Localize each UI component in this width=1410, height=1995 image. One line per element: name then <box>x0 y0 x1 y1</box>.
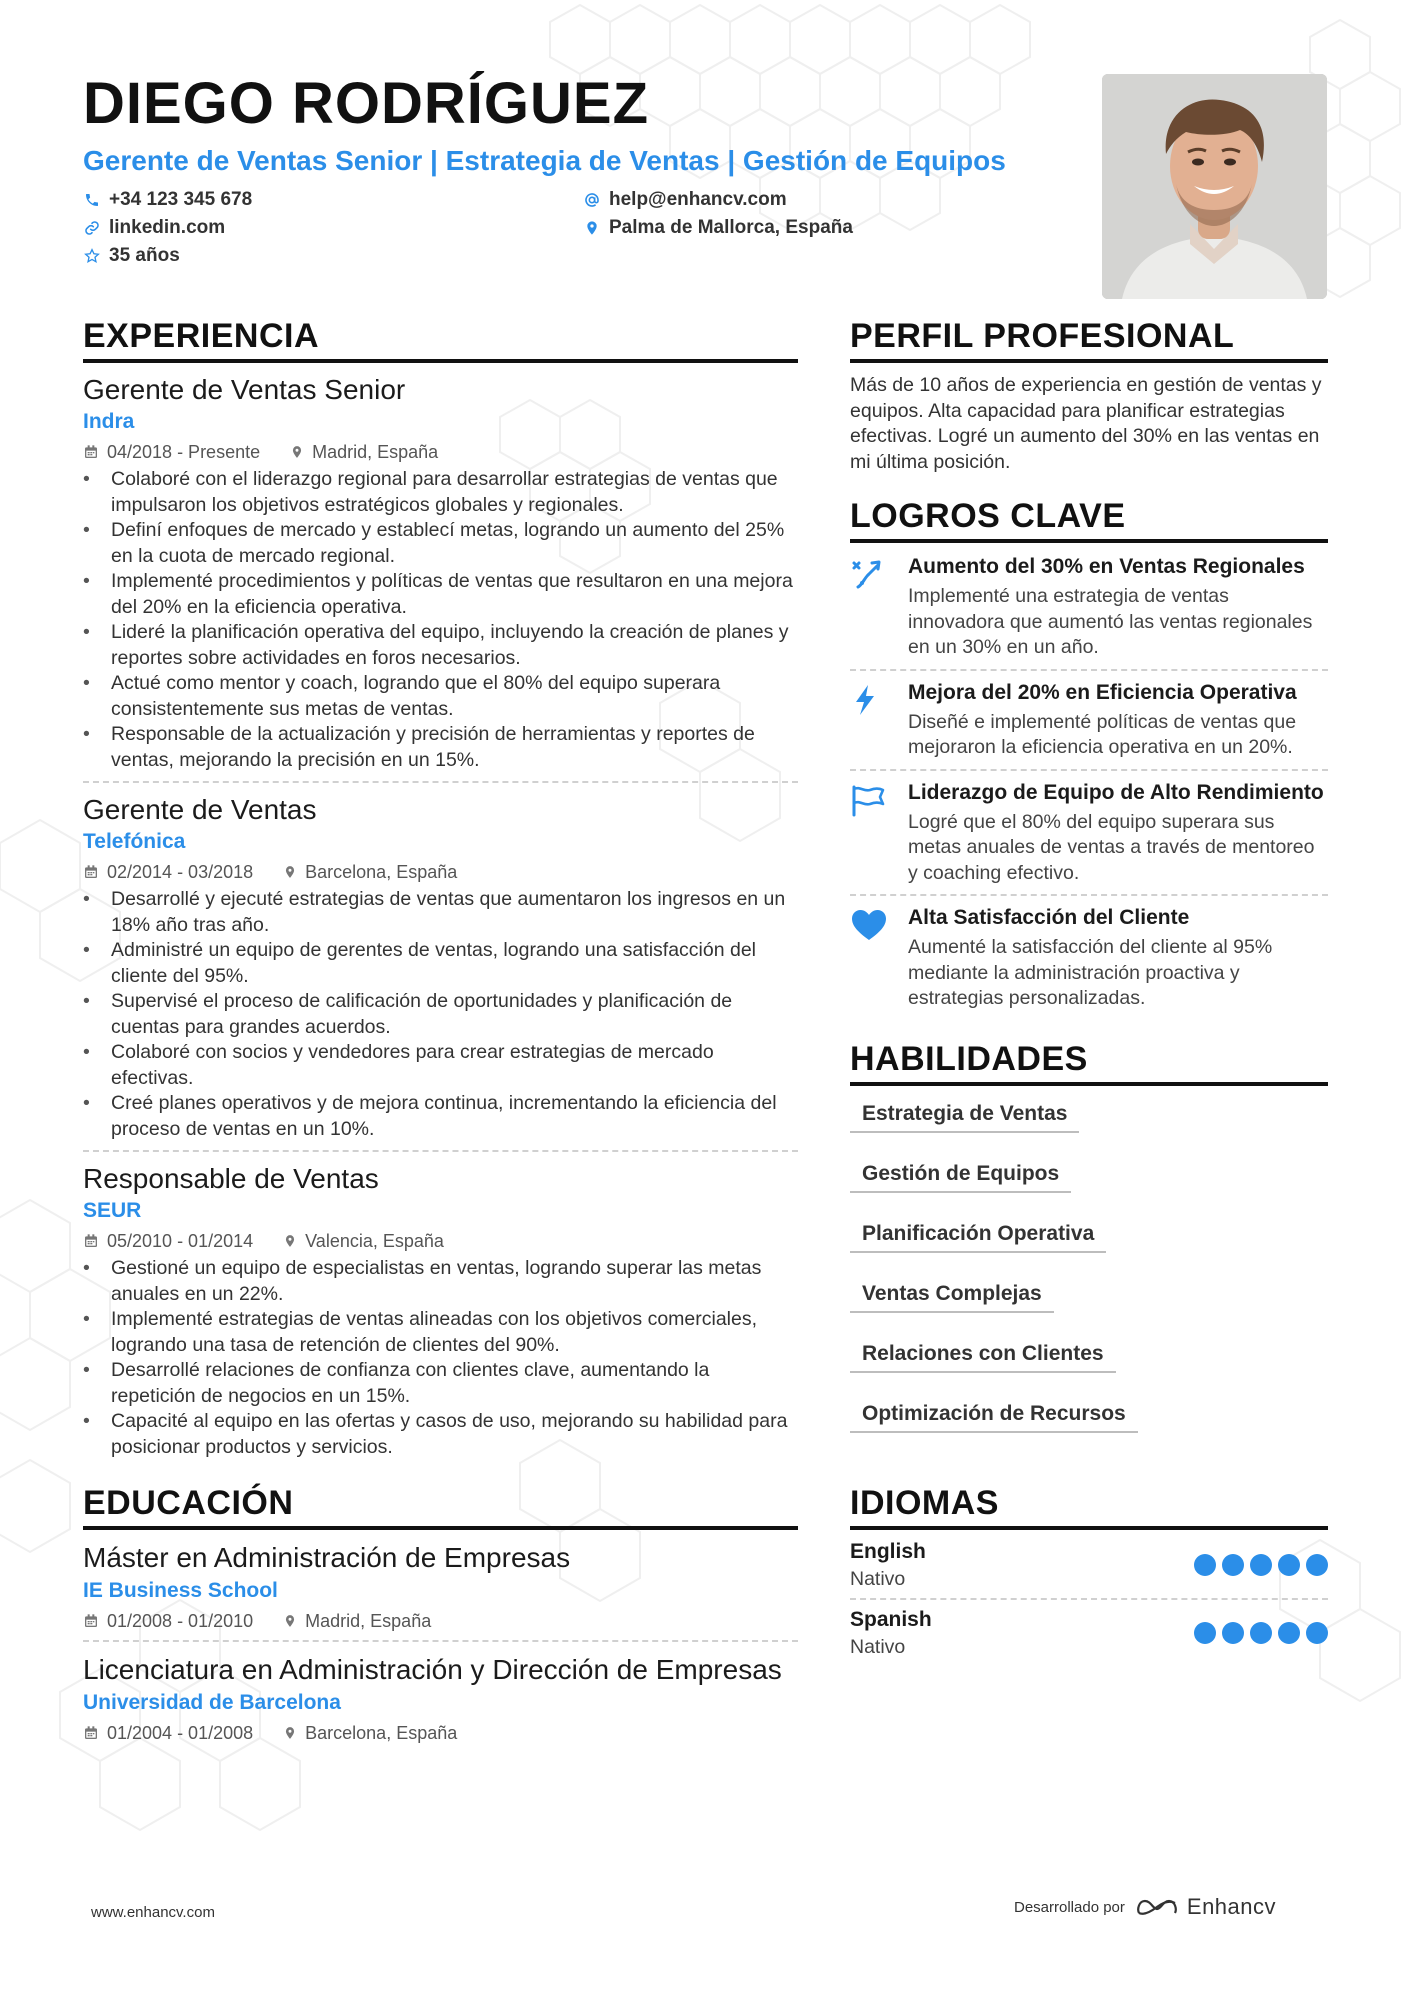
skill-tag: Gestión de Equipos <box>850 1160 1071 1193</box>
education-location: Madrid, España <box>305 1611 432 1631</box>
location-pin-icon <box>283 864 297 880</box>
education-meta <box>83 1720 798 1746</box>
rating-dot <box>1306 1622 1328 1644</box>
education-degree: Licenciatura en Administración y Dirección de Empresas <box>83 1654 782 1685</box>
contact-phone[interactable] <box>83 188 583 212</box>
list-item: • Gestioné un equipo de especialistas en ventas, logrando superar las metas anuales en un 22%. <box>83 1256 798 1307</box>
target-arrow-icon <box>850 553 908 661</box>
job-dates: 05/2010 - 01/2014 <box>107 1231 254 1251</box>
education-section <box>83 1482 798 1752</box>
age-text: 35 años <box>109 245 180 266</box>
skill-tag: Optimización de Recursos <box>850 1400 1138 1433</box>
resume-header <box>83 70 1328 268</box>
education-school: Universidad de Barcelona <box>83 1691 341 1714</box>
achievement-item <box>850 669 1328 769</box>
phone-text: +34 123 345 678 <box>109 189 253 210</box>
contact-location <box>583 216 983 240</box>
job-company: SEUR <box>83 1199 142 1222</box>
list-item: • Creé planes operativos y de mejora continua, incrementando la eficiencia del proceso de ventas en un 10%. <box>83 1091 798 1142</box>
job-dates: 02/2014 - 03/2018 <box>107 862 254 882</box>
rating-dot <box>1306 1554 1328 1576</box>
flag-icon <box>850 779 908 887</box>
achievement-title: Aumento del 30% en Ventas Regionales <box>908 555 1305 578</box>
list-item: • Lideré la planificación operativa del equipo, incluyendo la creación de planes y reportes sobre actividades en foros necesarios. <box>83 620 798 671</box>
education-dates: 01/2004 - 01/2008 <box>107 1723 254 1743</box>
location-pin-icon <box>583 219 601 237</box>
skill-tag: Planificación Operativa <box>850 1220 1106 1253</box>
profile-heading: PERFIL PROFESIONAL <box>850 315 1328 363</box>
job-role: Gerente de Ventas Senior <box>83 374 406 405</box>
skills-heading: HABILIDADES <box>850 1038 1328 1086</box>
languages-heading: IDIOMAS <box>850 1482 1328 1530</box>
language-level: Nativo <box>850 1635 906 1658</box>
skill-tag: Estrategia de Ventas <box>850 1100 1079 1133</box>
job-entry <box>83 373 798 781</box>
rating-dot <box>1222 1622 1244 1644</box>
list-item: • Responsable de la actualización y precisión de herramientas y reportes de ventas, mejorando la precisión en un 15%. <box>83 722 798 773</box>
achievement-title: Liderazgo de Equipo de Alto Rendimiento <box>908 780 1324 804</box>
list-item: • Administré un equipo de gerentes de ventas, logrando una satisfacción del cliente del 95%. <box>83 938 798 989</box>
list-item: • Desarrollé y ejecuté estrategias de ventas que aumentaron los ingresos en un 18% año tras año. <box>83 887 798 938</box>
list-item: • Actué como mentor y coach, logrando que el 80% del equipo superara consistentemente sus metas de ventas. <box>83 671 798 722</box>
job-bullets <box>83 467 798 773</box>
footer-branding <box>1014 1894 1276 1920</box>
calendar-icon <box>83 1613 99 1629</box>
profile-photo <box>1102 74 1327 299</box>
job-meta <box>83 439 798 465</box>
rating-dot <box>1194 1622 1216 1644</box>
candidate-name: DIEGO RODRÍGUEZ <box>83 71 650 136</box>
contact-linkedin[interactable] <box>83 216 583 240</box>
location-pin-icon <box>290 444 304 460</box>
language-rating <box>1194 1622 1328 1644</box>
rating-dot <box>1278 1554 1300 1576</box>
calendar-icon <box>83 1725 99 1741</box>
achievements-section <box>850 495 1328 1020</box>
education-dates: 01/2008 - 01/2010 <box>107 1611 254 1631</box>
list-item: • Implementé estrategias de ventas alineadas con los objetivos comerciales, logrando una tasa de retención de clientes del 90%. <box>83 1307 798 1358</box>
achievement-item <box>850 894 1328 1020</box>
education-degree: Máster en Administración de Empresas <box>83 1542 571 1573</box>
rating-dot <box>1278 1622 1300 1644</box>
achievement-description: Diseñé e implementé políticas de ventas que mejoraron la eficiencia operativa en un 20%. <box>908 710 1297 758</box>
link-icon <box>83 219 101 237</box>
job-bullets <box>83 887 798 1142</box>
star-icon <box>83 247 101 265</box>
skill-tag: Relaciones con Clientes <box>850 1340 1116 1373</box>
job-meta <box>83 859 798 885</box>
list-item: • Capacité al equipo en las ofertas y casos de uso, mejorando su habilidad para posicionar productos y servicios. <box>83 1409 798 1460</box>
job-company: Indra <box>83 410 135 433</box>
list-item: • Implementé procedimientos y políticas de ventas que resultaron en una mejora del 20% en la eficiencia operativa. <box>83 569 798 620</box>
education-school: IE Business School <box>83 1579 278 1602</box>
footer-website[interactable]: www.enhancv.com <box>91 1904 215 1921</box>
calendar-icon <box>83 1233 99 1249</box>
achievement-description: Implementé una estrategia de ventas innovadora que aumentó las ventas regionales en un 30% en un año. <box>908 585 1313 658</box>
experience-section <box>83 315 798 1468</box>
linkedin-text: linkedin.com <box>109 217 226 238</box>
education-meta <box>83 1608 798 1634</box>
language-level: Nativo <box>850 1567 906 1590</box>
list-item: • Colaboré con socios y vendedores para crear estrategias de mercado efectivas. <box>83 1040 798 1091</box>
skill-tag: Ventas Complejas <box>850 1280 1054 1313</box>
rating-dot <box>1250 1554 1272 1576</box>
list-item: • Supervisé el proceso de calificación de oportunidades y planificación de cuentas para grandes acuerdos. <box>83 989 798 1040</box>
language-name: Spanish <box>850 1607 932 1631</box>
profile-section <box>850 315 1328 475</box>
education-location: Barcelona, España <box>305 1723 458 1743</box>
candidate-headline: Gerente de Ventas Senior | Estrategia de Ventas | Gestión de Equipos <box>83 145 1006 176</box>
location-pin-icon <box>283 1725 297 1741</box>
achievement-description: Logré que el 80% del equipo superara sus metas anuales de ventas a través de mentoreo y coaching efectivo. <box>908 810 1315 884</box>
language-rating <box>1194 1554 1328 1576</box>
right-column <box>850 315 1328 1666</box>
job-location: Madrid, España <box>312 442 439 462</box>
lightning-icon <box>850 679 908 761</box>
skills-section <box>850 1038 1328 1460</box>
job-bullets <box>83 1256 798 1460</box>
job-entry <box>83 1150 798 1468</box>
powered-by-text: Desarrollado por <box>1014 1898 1125 1916</box>
skills-list <box>850 1100 1328 1460</box>
education-entry <box>83 1640 798 1752</box>
location-text: Palma de Mallorca, España <box>609 217 853 238</box>
resume-page <box>83 70 1328 1743</box>
language-item <box>850 1598 1328 1666</box>
job-location: Valencia, España <box>305 1231 444 1251</box>
enhancv-logo-icon <box>1135 1895 1179 1919</box>
languages-section <box>850 1482 1328 1666</box>
list-item: • Definí enfoques de mercado y establecí metas, logrando un aumento del 25% en la cuota de mercado regional. <box>83 518 798 569</box>
contact-email[interactable] <box>583 188 983 212</box>
contact-age <box>83 244 583 268</box>
location-pin-icon <box>283 1233 297 1249</box>
heart-icon <box>850 904 908 1012</box>
achievements-heading: LOGROS CLAVE <box>850 495 1328 543</box>
phone-icon <box>83 191 101 209</box>
job-dates: 04/2018 - Presente <box>107 442 261 462</box>
education-entry <box>83 1540 798 1640</box>
education-heading: EDUCACIÓN <box>83 1482 798 1530</box>
calendar-icon <box>83 444 99 460</box>
location-pin-icon <box>283 1613 297 1629</box>
list-item: • Desarrollé relaciones de confianza con clientes clave, aumentando la repetición de negocios en un 15%. <box>83 1358 798 1409</box>
achievement-description: Aumenté la satisfacción del cliente al 95% mediante la administración proactiva y estrategias personalizadas. <box>908 936 1273 1009</box>
achievement-title: Mejora del 20% en Eficiencia Operativa <box>908 680 1297 704</box>
job-role: Responsable de Ventas <box>83 1163 379 1194</box>
profile-summary: Más de 10 años de experiencia en gestión de ventas y equipos. Alta capacidad para planificar estrategias efectivas. Logré un aumento del 30% en las ventas en mi última posición. <box>850 374 1322 473</box>
job-company: Telefónica <box>83 830 186 853</box>
job-location: Barcelona, España <box>305 862 458 882</box>
experience-heading: EXPERIENCIA <box>83 315 798 363</box>
rating-dot <box>1194 1554 1216 1576</box>
achievement-item <box>850 769 1328 895</box>
email-text: help@enhancv.com <box>609 189 787 210</box>
job-entry <box>83 781 798 1150</box>
calendar-icon <box>83 864 99 880</box>
job-meta <box>83 1228 798 1254</box>
at-sign-icon <box>583 191 601 209</box>
job-role: Gerente de Ventas <box>83 794 317 825</box>
list-item: • Colaboré con el liderazgo regional para desarrollar estrategias de ventas que impulsaron los objetivos estratégicos globales y regionales. <box>83 467 798 518</box>
rating-dot <box>1250 1622 1272 1644</box>
left-column <box>83 315 798 1752</box>
achievement-title: Alta Satisfacción del Cliente <box>908 906 1190 929</box>
language-item <box>850 1532 1328 1598</box>
rating-dot <box>1222 1554 1244 1576</box>
language-name: English <box>850 1539 926 1563</box>
achievement-item <box>850 545 1328 669</box>
brand-name: Enhancv <box>1186 1894 1277 1919</box>
